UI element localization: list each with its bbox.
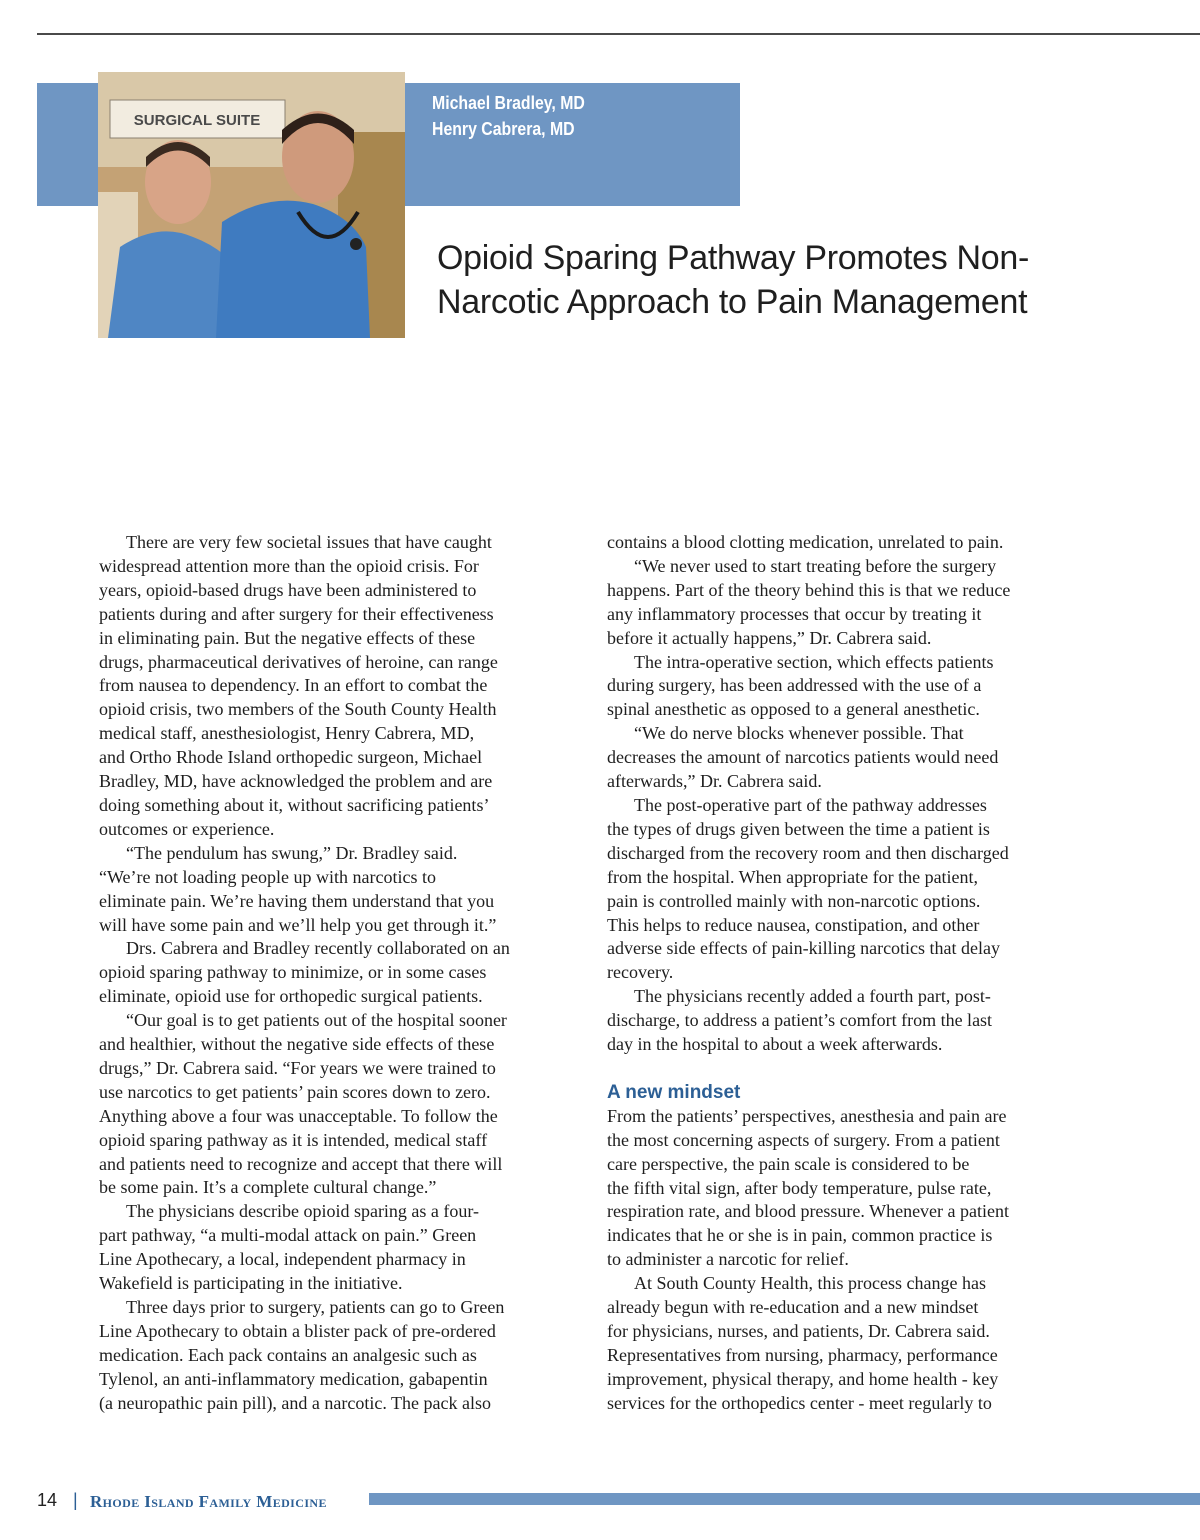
body-text-line: during surgery, has been addressed with the use of a <box>607 675 982 696</box>
body-text-line: Drs. Cabrera and Bradley recently collaborated on an <box>126 938 510 959</box>
body-text-line: Anything above a four was unacceptable. To follow the <box>99 1105 498 1126</box>
body-text-line: opioid crisis, two members of the South County Health <box>99 699 497 720</box>
body-text-line: indicates that he or she is in pain, common practice is <box>607 1225 993 1246</box>
body-text-line: The physicians describe opioid sparing as a four- <box>126 1201 480 1222</box>
body-text-line: before it actually happens,” Dr. Cabrera said. <box>607 627 932 648</box>
body-text-line: discharged from the recovery room and then discharged <box>607 842 1009 863</box>
publication-name: Rhode Island Family Medicine <box>90 1492 327 1511</box>
body-text-line: respiration rate, and blood pressure. Whenever a patient <box>607 1201 1010 1222</box>
body-text-line: “We never used to start treating before the surgery <box>634 555 997 576</box>
body-text-line: afterwards,” Dr. Cabrera said. <box>607 771 822 792</box>
body-text-line: happens. Part of the theory behind this is that we reduce <box>607 579 1011 600</box>
body-text-line: “The pendulum has swung,” Dr. Bradley said. <box>126 842 458 863</box>
article-title <box>437 236 1197 324</box>
body-text-line: and patients need to recognize and accept that there will <box>99 1153 503 1174</box>
body-text-line: any inflammatory processes that occur by treating it <box>607 603 982 624</box>
body-text-line: The physicians recently added a fourth part, post- <box>634 986 991 1007</box>
article-title-line: Opioid Sparing Pathway Promotes Non- <box>437 239 1030 277</box>
body-text-line: Line Apothecary, a local, independent pharmacy in <box>99 1249 466 1270</box>
body-column-right <box>607 531 1107 1416</box>
body-text-line: Tylenol, an anti-inflammatory medication, gabapentin <box>99 1368 488 1389</box>
section-subheading: A new mindset <box>607 1081 741 1103</box>
body-text-line: widespread attention more than the opioid crisis. For <box>99 555 479 576</box>
body-text-line: eliminate, opioid use for orthopedic surgical patients. <box>99 986 483 1007</box>
body-text-line: Wakefield is participating in the initiative. <box>99 1273 403 1294</box>
top-rule <box>37 33 1200 35</box>
body-text-line: (a neuropathic pain pill), and a narcotic. The pack also <box>99 1392 492 1413</box>
body-text-line: spinal anesthetic as opposed to a general anesthetic. <box>607 699 980 720</box>
body-text-line: patients during and after surgery for their effectiveness <box>99 603 494 624</box>
body-text-line: pain is controlled mainly with non-narcotic options. <box>607 890 981 911</box>
body-text-line: drugs,” Dr. Cabrera said. “For years we were trained to <box>99 1057 496 1078</box>
body-text-line: care perspective, the pain scale is considered to be <box>607 1153 970 1174</box>
body-text-line: years, opioid-based drugs have been administered to <box>99 579 477 600</box>
author-name: Henry Cabrera, MD <box>432 119 575 139</box>
body-text-line: and healthier, without the negative side effects of these <box>99 1034 495 1055</box>
body-text-line: doing something about it, without sacrificing patients’ <box>99 794 490 815</box>
body-text-line: in eliminating pain. But the negative effects of these <box>99 627 476 648</box>
body-text-line: contains a blood clotting medication, unrelated to pain. <box>607 532 1004 552</box>
body-text-line: recovery. <box>607 962 674 983</box>
body-text-line: and Ortho Rhode Island orthopedic surgeon, Michael <box>99 747 483 768</box>
body-text-line: day in the hospital to about a week afterwards. <box>607 1034 943 1055</box>
right-column-text <box>607 1105 1107 1416</box>
author-names <box>432 90 585 142</box>
body-text-line: to administer a narcotic for relief. <box>607 1249 849 1270</box>
body-text-line: already begun with re-education and a new mindset <box>607 1297 979 1318</box>
photo-sign: SURGICAL SUITE <box>133 112 261 129</box>
body-text-line: “Our goal is to get patients out of the hospital sooner <box>126 1010 507 1031</box>
body-text-line: from the hospital. When appropriate for the patient, <box>607 866 979 887</box>
body-text-line: the types of drugs given between the time a patient is <box>607 818 990 839</box>
body-text-line: Representatives from nursing, pharmacy, performance <box>607 1344 998 1365</box>
footer-bar <box>369 1493 1200 1505</box>
body-text-line: medical staff, anesthesiologist, Henry Cabrera, MD, <box>99 723 475 744</box>
body-text-line: opioid sparing pathway to minimize, or in some cases <box>99 962 487 983</box>
body-text-line: Three days prior to surgery, patients can go to Green <box>126 1297 505 1317</box>
body-text-line: Bradley, MD, have acknowledged the problem and are <box>99 771 493 792</box>
body-text-line: outcomes or experience. <box>99 818 275 839</box>
author-photo <box>98 72 405 338</box>
body-text-line: “We do nerve blocks whenever possible. That <box>634 723 964 744</box>
body-text-line: for physicians, nurses, and patients, Dr. Cabrera said. <box>607 1321 990 1341</box>
page-footer <box>37 1488 1200 1518</box>
page-number: 14 <box>37 1490 58 1510</box>
body-text-line: opioid sparing pathway as it is intended, medical staff <box>99 1129 488 1150</box>
body-text-line: the most concerning aspects of surgery. From a patient <box>607 1129 1000 1150</box>
body-text-line: services for the orthopedics center - meet regularly to <box>607 1392 992 1413</box>
body-text-line: part pathway, “a multi-modal attack on pain.” Green <box>99 1225 477 1246</box>
right-column-text <box>607 531 1107 1057</box>
body-text-line: adverse side effects of pain-killing narcotics that delay <box>607 938 1001 959</box>
footer-separator: | <box>73 1490 78 1510</box>
body-text-line: drugs, pharmaceutical derivatives of heroine, can range <box>99 651 498 672</box>
body-text-line: improvement, physical therapy, and home health - key <box>607 1368 999 1389</box>
body-text-line: This helps to reduce nausea, constipation, and other <box>607 914 980 935</box>
body-text-line: discharge, to address a patient’s comfort from the last <box>607 1010 993 1031</box>
body-text-line: from nausea to dependency. In an effort to combat the <box>99 675 488 696</box>
article-title-line: Narcotic Approach to Pain Management <box>437 283 1028 321</box>
body-text-line: decreases the amount of narcotics patients would need <box>607 747 999 768</box>
body-text-line: medication. Each pack contains an analgesic such as <box>99 1344 477 1365</box>
body-text-line: be some pain. It’s a complete cultural change.” <box>99 1177 437 1198</box>
author-name: Michael Bradley, MD <box>432 93 585 113</box>
body-text-line: At South County Health, this process change has <box>634 1273 986 1294</box>
body-text-line: There are very few societal issues that have caught <box>126 532 492 552</box>
body-text-line: The intra-operative section, which effects patients <box>634 651 994 672</box>
body-text-line: will have some pain and we’ll help you get through it.” <box>99 914 497 935</box>
body-text-line: Line Apothecary to obtain a blister pack of pre-ordered <box>99 1320 496 1341</box>
body-text-line: eliminate pain. We’re having them understand that you <box>99 890 495 911</box>
body-column-left <box>99 531 589 1416</box>
body-text-line: “We’re not loading people up with narcotics to <box>99 866 436 887</box>
body-text-line: From the patients’ perspectives, anesthesia and pain are <box>607 1105 1007 1126</box>
body-text-line: the fifth vital sign, after body temperature, pulse rate, <box>607 1177 992 1198</box>
body-text-line: use narcotics to get patients’ pain scores down to zero. <box>99 1081 491 1102</box>
body-text-line: The post-operative part of the pathway addresses <box>634 794 987 815</box>
